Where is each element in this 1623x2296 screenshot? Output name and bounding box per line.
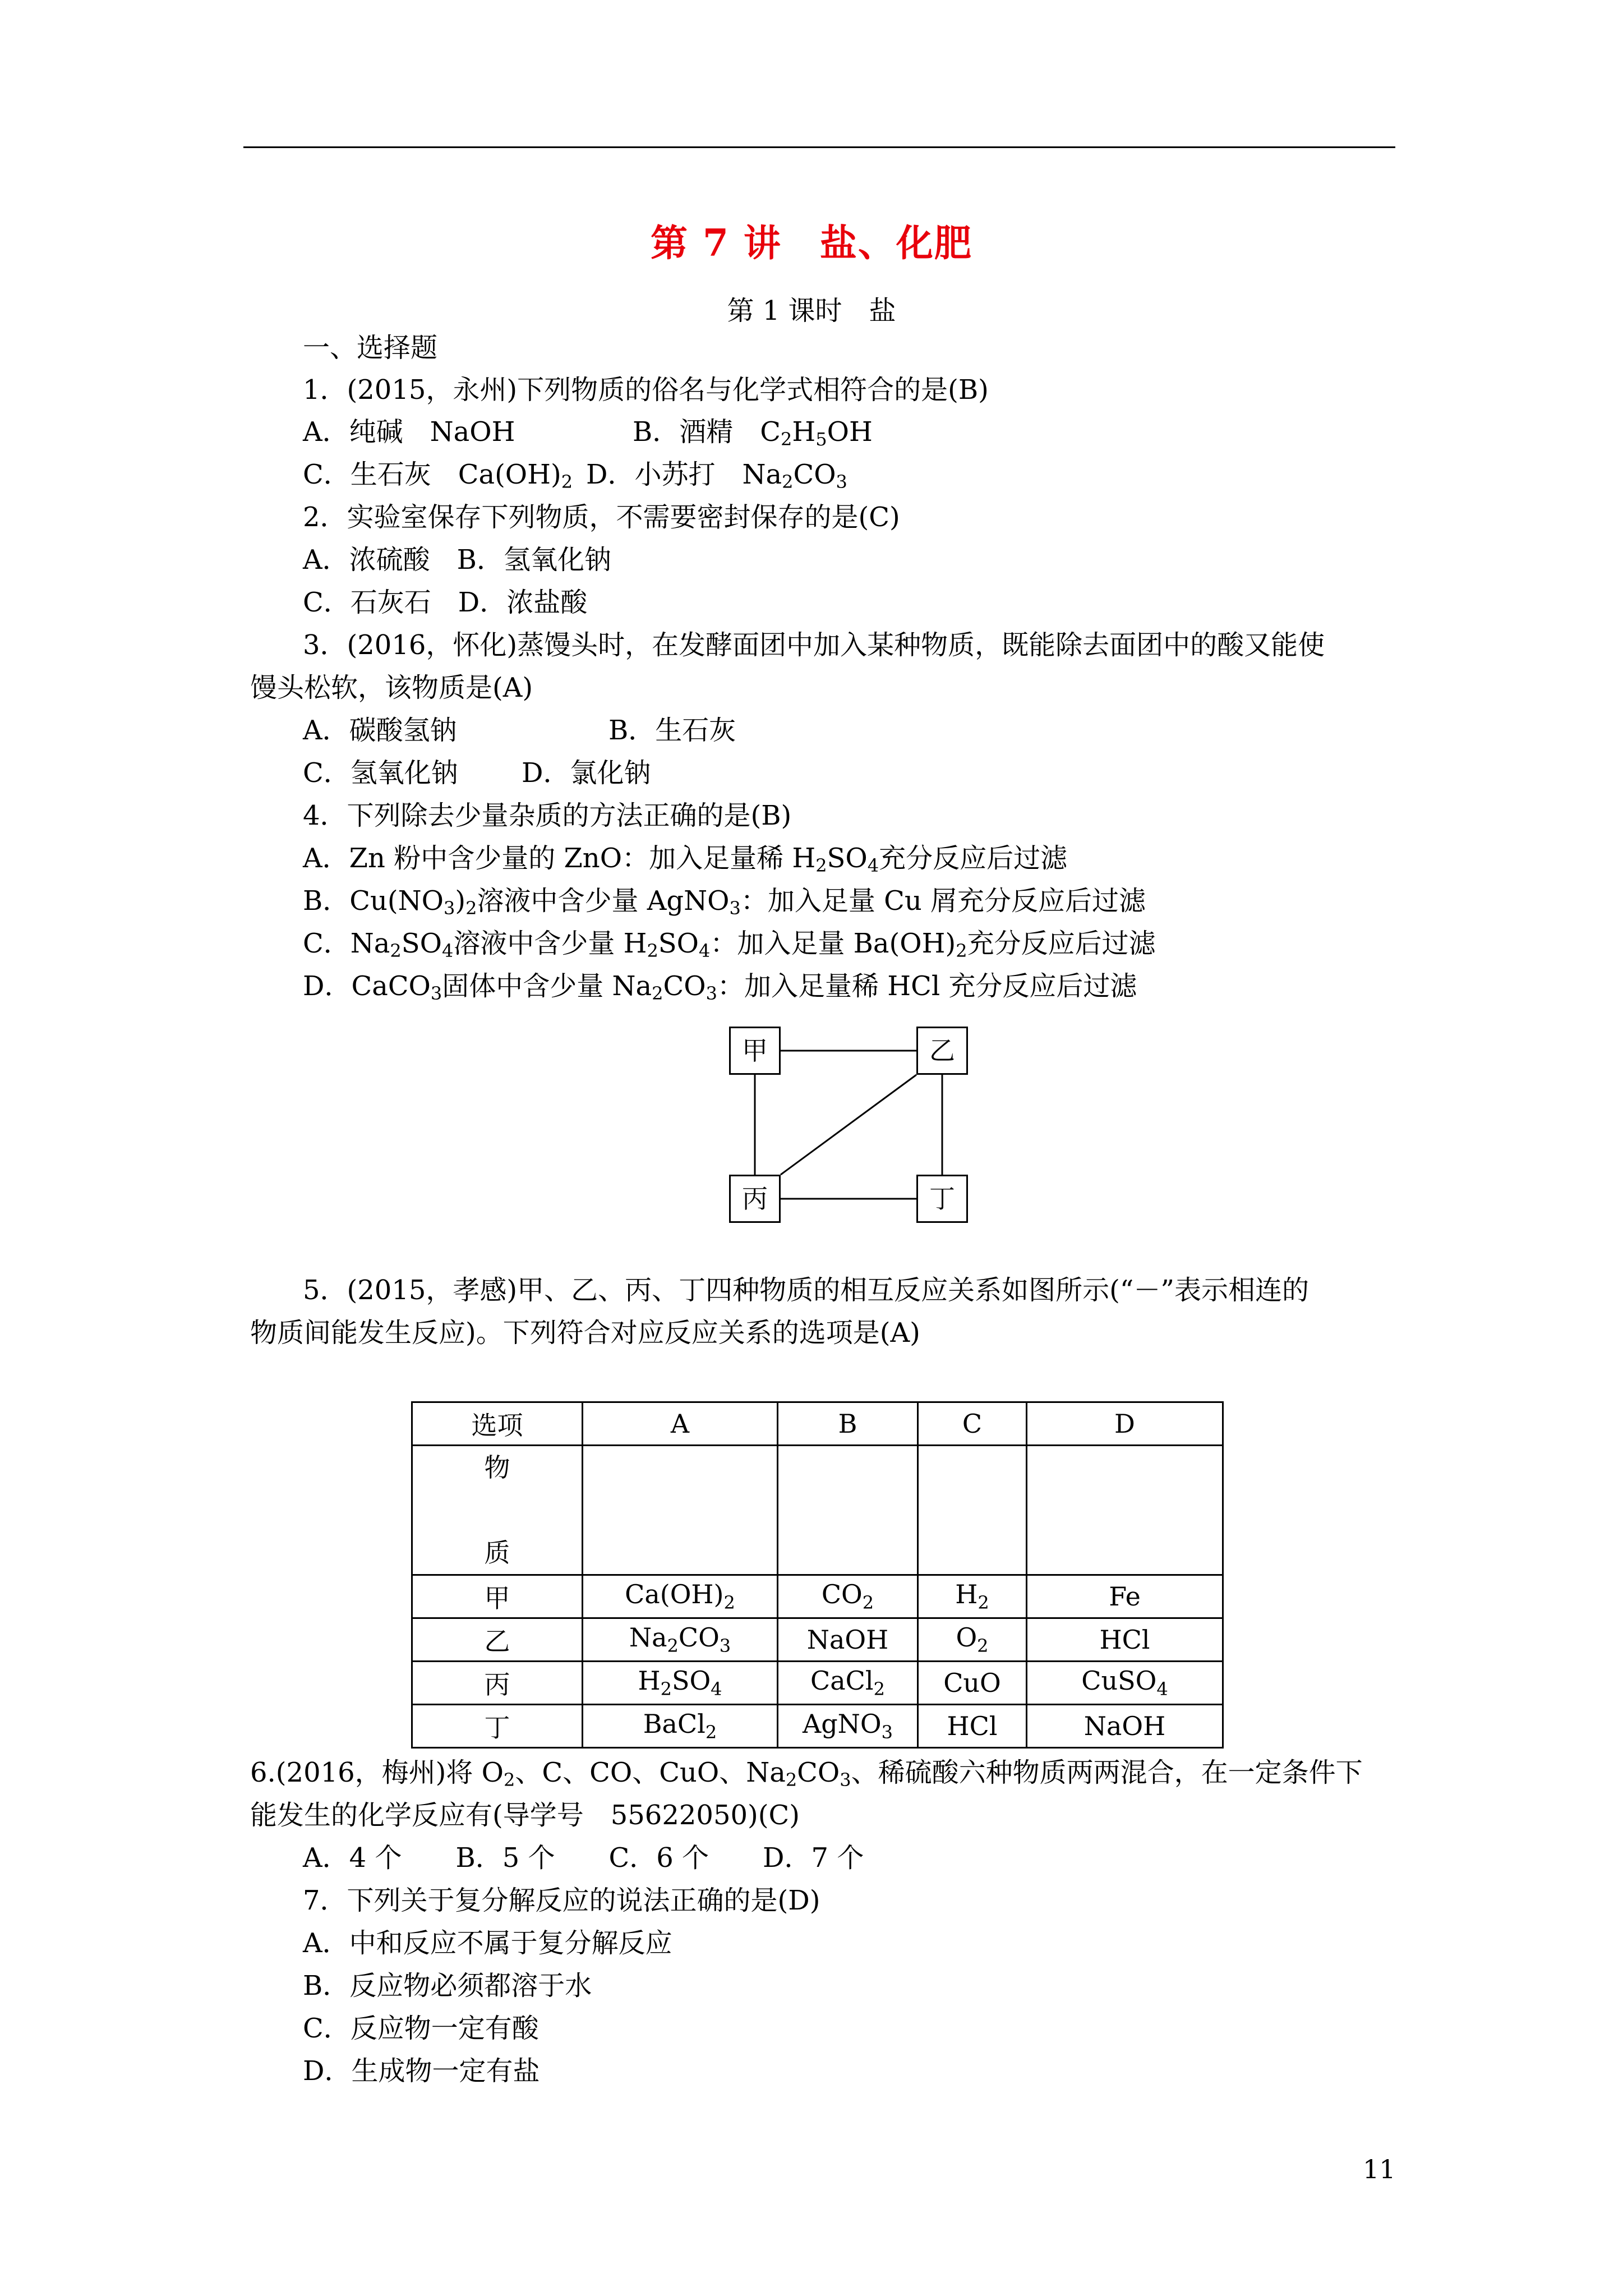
table-cell: $H_2SO_4$ (583, 1662, 778, 1705)
table-cell: 甲 (412, 1575, 583, 1618)
table-cell: AgNO$_3$ (778, 1705, 918, 1748)
node-ding: 丁 (916, 1175, 968, 1223)
line-bing-yi (781, 1075, 916, 1175)
table-header-cell: C (918, 1402, 1027, 1446)
page-subtitle: 第 1 课时 盐 (727, 295, 896, 326)
page-number: 11 (1363, 2154, 1396, 2184)
table-header-cell: 选项 (412, 1402, 583, 1446)
table-header-row (412, 1402, 1223, 1446)
node-bing: 丙 (729, 1175, 781, 1223)
header-rule (243, 146, 1395, 148)
table-cell: BaCl$_2$ (583, 1705, 778, 1748)
table-cell: HCl (1027, 1618, 1223, 1662)
q1-stem: 1．(2015，永州)下列物质的俗名与化学式相符合的是(B) (303, 374, 989, 406)
q6-stem-line2: 能发生的化学反应有(导学号 55622050)(C) (250, 1800, 800, 1831)
table-cell: CuO (918, 1662, 1027, 1705)
q7-stem: 7．下列关于复分解反应的说法正确的是(D) (303, 1885, 820, 1916)
table-row (412, 1446, 1223, 1575)
table-header-cell: B (778, 1402, 918, 1446)
q7-option-d: D．生成物一定有盐 (303, 2055, 540, 2087)
page-title: 第 7 讲 盐、化肥 (651, 221, 972, 265)
table-cell: Fe (1027, 1575, 1223, 1618)
node-jia: 甲 (729, 1027, 781, 1075)
q4-option-c: C．$Na_2SO_4$溶液中含少量 $H_2SO_4$：加入足量 $Ba(OH)_2$充分反应后过滤 (303, 928, 1156, 961)
q6-options: A．4 个 B．5 个 C．6 个 D．7 个 (303, 1842, 864, 1874)
q3-option-c: C．氢氧化钠 (303, 757, 458, 789)
q1-option-a: A．纯碱 NaOH (303, 416, 515, 448)
table-row (412, 1575, 1223, 1618)
reaction-diagram (729, 1027, 970, 1223)
q7-option-c: C．反应物一定有酸 (303, 2013, 539, 2044)
table-cell: HCl (918, 1705, 1027, 1748)
table-cell (583, 1446, 778, 1575)
q7-option-a: A．中和反应不属于复分解反应 (303, 1927, 672, 1959)
table-cell: $H_2$ (918, 1575, 1027, 1618)
table-cell: NaOH (1027, 1705, 1223, 1748)
q3-option-b: B．生石灰 (608, 715, 736, 746)
q4-option-d: D．CaCO$_3$固体中含少量 $Na_2CO_3$：加入足量稀 HCl 充分反应后过滤 (303, 970, 1137, 1004)
table-cell (918, 1446, 1027, 1575)
table-cell: CaCl$_2$ (778, 1662, 918, 1705)
table-cell: NaOH (778, 1618, 918, 1662)
table-cell: $CO_2$ (778, 1575, 918, 1618)
table-header-cell: D (1027, 1402, 1223, 1446)
q7-option-b: B．反应物必须都溶于水 (303, 1970, 592, 2001)
q5-stem-line2: 物质间能发生反应)。下列符合对应反应关系的选项是(A) (250, 1317, 920, 1349)
q4-option-b: B．$Cu(NO_3)_2$溶液中含少量 AgNO$_3$：加入足量 Cu 屑充分反应后过滤 (303, 885, 1146, 919)
table-row (412, 1705, 1223, 1748)
q2-options-cd: C．石灰石 D．浓盐酸 (303, 587, 588, 618)
q1-option-d: D．小苏打 $Na_2CO_3$ (586, 459, 847, 493)
q3-option-a: A．碳酸氢钠 (303, 715, 457, 746)
table-cell: $O_2$ (918, 1618, 1027, 1662)
q3-stem-line2: 馒头松软，该物质是(A) (250, 672, 533, 703)
q3-stem-line1: 3．(2016，怀化)蒸馒头时，在发酵面团中加入某种物质，既能除去面团中的酸又能使 (303, 629, 1325, 661)
section-heading: 一、选择题 (303, 332, 438, 364)
table-row (412, 1662, 1223, 1705)
q4-option-a: A．Zn 粉中含少量的 ZnO：加入足量稀 $H_2SO_4$充分反应后过滤 (303, 843, 1068, 876)
node-yi: 乙 (916, 1027, 968, 1075)
q1-option-b: B．酒精 $C_2H_5OH$ (633, 416, 873, 450)
table-cell (778, 1446, 918, 1575)
table-cell: 乙 (412, 1618, 583, 1662)
q6-stem-line1: 6.(2016，梅州)将 $O_2$、C、CO、CuO、$Na_2CO_3$、稀硫酸六种物质两两混合，在一定条件下 (250, 1757, 1363, 1791)
q2-options-ab: A．浓硫酸 B．氢氧化钠 (303, 544, 611, 576)
table-cell (1027, 1446, 1223, 1575)
q3-option-d: D．氯化钠 (522, 757, 651, 789)
table-row (412, 1618, 1223, 1662)
table-cell: 丁 (412, 1705, 583, 1748)
table-cell: $Na_2CO_3$ (583, 1618, 778, 1662)
options-table (411, 1401, 1224, 1749)
q1-option-c: C．生石灰 $Ca(OH)_2$ (303, 459, 573, 493)
table-cell: CuSO$_4$ (1027, 1662, 1223, 1705)
table-header-cell: A (583, 1402, 778, 1446)
table-cell: 丙 (412, 1662, 583, 1705)
q5-stem-line1: 5．(2015，孝感)甲、乙、丙、丁四种物质的相互反应关系如图所示(“－”表示相连的 (303, 1274, 1309, 1306)
table-cell-wuzhi: 物 质 (412, 1446, 583, 1575)
q2-stem: 2．实验室保存下列物质，不需要密封保存的是(C) (303, 501, 900, 533)
q4-stem: 4．下列除去少量杂质的方法正确的是(B) (303, 800, 792, 831)
table-cell: $Ca(OH)_2$ (583, 1575, 778, 1618)
